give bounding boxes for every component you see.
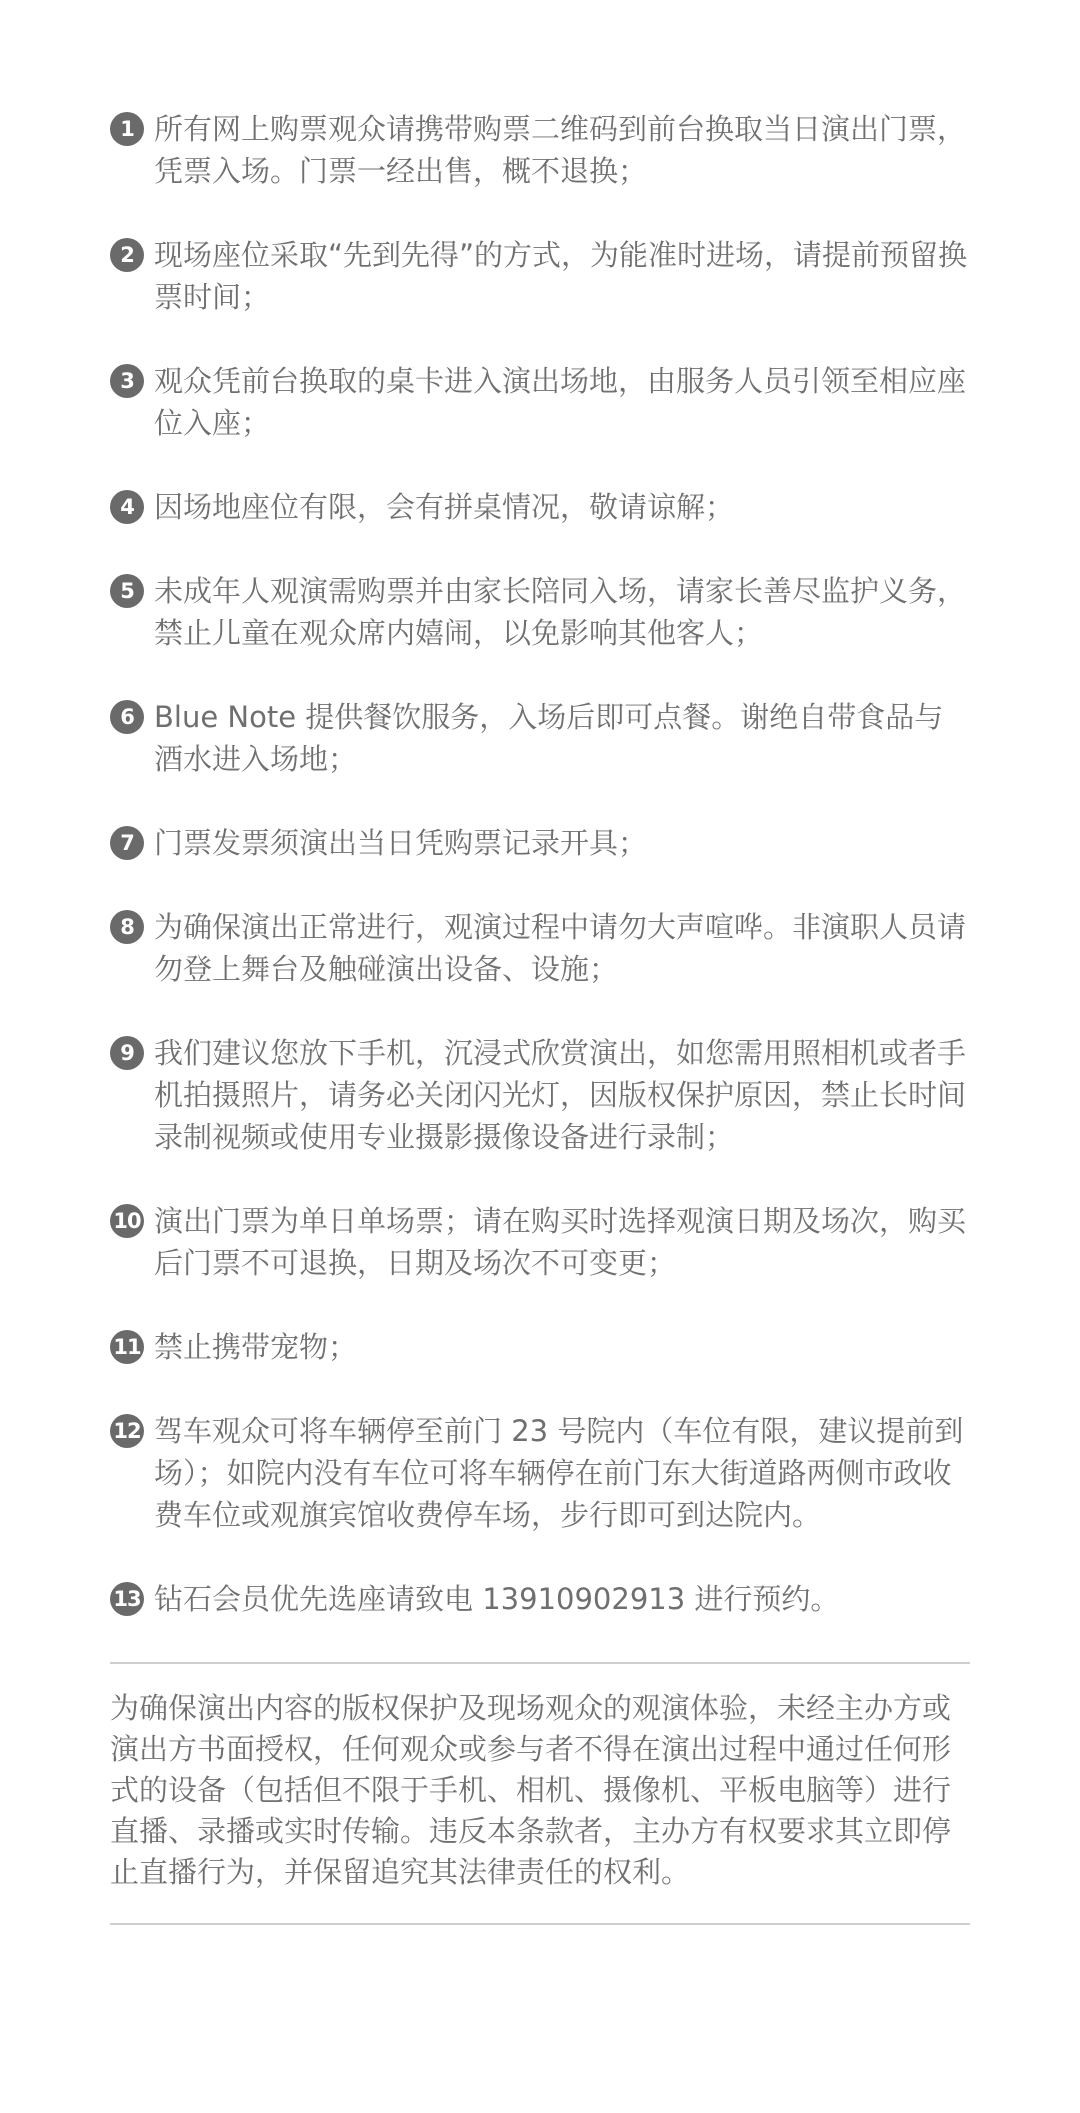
divider	[110, 1662, 970, 1664]
rule-number-badge: 12	[110, 1414, 144, 1448]
rule-number-badge: 11	[110, 1330, 144, 1364]
rule-number-badge: 1	[110, 112, 144, 146]
rule-text: 演出门票为单日单场票；请在购买时选择观演日期及场次，购买后门票不可退换，日期及场次不可变更；	[154, 1204, 967, 1280]
divider	[110, 1923, 970, 1925]
rule-number-badge: 13	[110, 1582, 144, 1616]
rule-text: 禁止携带宠物；	[154, 1330, 358, 1364]
rule-item	[110, 234, 970, 318]
rule-text: 所有网上购票观众请携带购票二维码到前台换取当日演出门票，凭票入场。门票一经出售，概不退换；	[154, 112, 967, 188]
rule-text: 观众凭前台换取的桌卡进入演出场地，由服务人员引领至相应座位入座；	[154, 364, 967, 440]
rule-number-badge: 10	[110, 1204, 144, 1238]
rule-item	[110, 822, 970, 864]
rule-item	[110, 486, 970, 528]
rule-text: Blue Note 提供餐饮服务，入场后即可点餐。谢绝自带食品与酒水进入场地；	[154, 700, 944, 776]
rule-number-badge: 6	[110, 700, 144, 734]
rule-number-badge: 8	[110, 910, 144, 944]
rule-text: 因场地座位有限，会有拼桌情况，敬请谅解；	[154, 490, 735, 524]
rule-text: 门票发票须演出当日凭购票记录开具；	[154, 826, 648, 860]
rule-item	[110, 570, 970, 654]
rule-item	[110, 1410, 970, 1536]
rule-item	[110, 108, 970, 192]
rule-item	[110, 1326, 970, 1368]
rule-number-badge: 9	[110, 1036, 144, 1070]
rule-number-badge: 7	[110, 826, 144, 860]
rule-item	[110, 1032, 970, 1158]
rule-number-badge: 3	[110, 364, 144, 398]
rule-text: 我们建议您放下手机，沉浸式欣赏演出，如您需用照相机或者手机拍摄照片，请务必关闭闪光灯，因版权保护原因，禁止长时间录制视频或使用专业摄影摄像设备进行录制；	[154, 1036, 967, 1154]
rule-number-badge: 5	[110, 574, 144, 608]
rule-text: 钻石会员优先选座请致电 13910902913 进行预约。	[154, 1582, 840, 1616]
rule-item	[110, 1578, 970, 1620]
rule-item	[110, 906, 970, 990]
rules-list	[110, 0, 970, 1620]
rule-number-badge: 4	[110, 490, 144, 524]
rule-text: 未成年人观演需购票并由家长陪同入场，请家长善尽监护义务，禁止儿童在观众席内嬉闹，以免影响其他客人；	[154, 574, 967, 650]
rule-text: 现场座位采取“先到先得”的方式，为能准时进场，请提前预留换票时间；	[154, 238, 968, 314]
rule-item	[110, 1200, 970, 1284]
rule-number-badge: 2	[110, 238, 144, 272]
rule-item	[110, 360, 970, 444]
rule-item	[110, 696, 970, 780]
copyright-notice: 为确保演出内容的版权保护及现场观众的观演体验，未经主办方或演出方书面授权，任何观众或参与者不得在演出过程中通过任何形式的设备（包括但不限于手机、相机、摄像机、平板电脑等）进行直播、录播或实时传输。违反本条款者，主办方有权要求其立即停止直播行为，并保留追究其法律责任的权利。	[110, 1691, 952, 1889]
rule-text: 为确保演出正常进行，观演过程中请勿大声喧哗。非演职人员请勿登上舞台及触碰演出设备、设施；	[154, 910, 967, 986]
rule-text: 驾车观众可将车辆停至前门 23 号院内（车位有限，建议提前到场）；如院内没有车位可将车辆停在前门东大街道路两侧市政收费车位或观旗宾馆收费停车场，步行即可到达院内。	[154, 1414, 964, 1532]
